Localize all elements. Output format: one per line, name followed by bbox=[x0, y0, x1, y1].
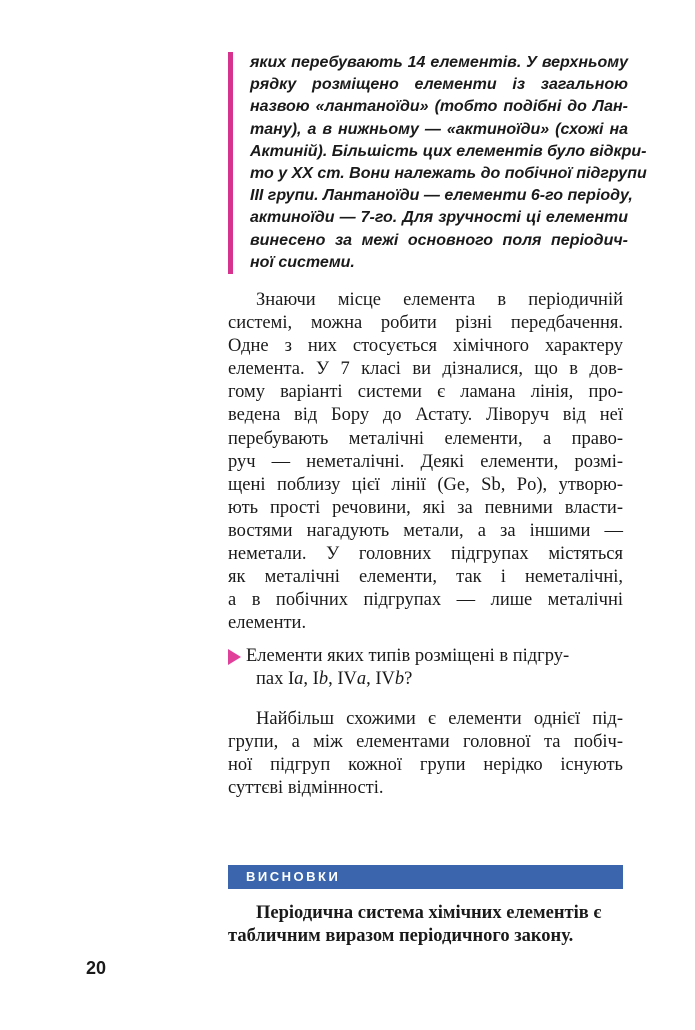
callout-line: Актиній). Більшість цих елементів було відкри- bbox=[250, 142, 647, 160]
paragraph-line: щені поблизу цієї лінії (Ge, Sb, Po), утворю- bbox=[228, 474, 623, 495]
paragraph-line: елементи. bbox=[228, 613, 307, 634]
callout-line: назвою «лантаноїди» (тобто подібні до Лан- bbox=[250, 98, 628, 116]
question-line: Елементи яких типів розміщені в підгру- bbox=[246, 646, 570, 666]
paragraph-line: неметали. У головних підгрупах містяться bbox=[228, 544, 623, 565]
triangle-marker-icon bbox=[228, 649, 241, 665]
paragraph-line: Одне з них стосується хімічного характеру bbox=[228, 336, 623, 357]
paragraph-line: групи, а між елементами головної та побіч- bbox=[228, 732, 623, 753]
question-text: ? bbox=[404, 669, 413, 690]
paragraph-line: гому варіанті системи є ламана лінія, про- bbox=[228, 382, 623, 403]
paragraph-line: елемента. У 7 класі ви дізналися, що в дов- bbox=[228, 359, 623, 380]
callout-line: актиноїди — 7-го. Для зручності ці елементи bbox=[250, 209, 628, 227]
conclusion-line: табличним виразом періодичного закону. bbox=[228, 926, 574, 947]
paragraph-line: як металічні елементи, так і неметалічні, bbox=[228, 567, 623, 588]
callout-line: тану), а в нижньому — «актиноїди» (схожі на bbox=[250, 120, 628, 138]
paragraph-line: системі, можна робити різні передбачення. bbox=[228, 313, 623, 334]
subgroup-letter: b bbox=[318, 669, 329, 690]
paragraph-line: ної підгруп кожної групи нерідко існують bbox=[228, 755, 623, 776]
paragraph-line: суттєві відмінності. bbox=[228, 778, 384, 799]
paragraph-line: а в побічних підгрупах — лише металічні bbox=[228, 590, 623, 611]
callout-note bbox=[228, 52, 647, 274]
question-text: , IV bbox=[328, 669, 357, 690]
callout-line: то у ХХ ст. Вони належать до побічної підгрупи bbox=[250, 165, 647, 183]
paragraph-line: Найбільш схожими є елементи однієї під- bbox=[256, 709, 623, 729]
callout-line: ІІІ групи. Лантаноїди — елементи 6-го періоду, bbox=[250, 187, 633, 205]
conclusions-text bbox=[228, 902, 623, 948]
question-text: , IV bbox=[366, 669, 395, 690]
subgroup-letter: a bbox=[356, 669, 367, 690]
paragraph-metals-nonmetals bbox=[228, 289, 623, 635]
paragraph-line: ведена від Бору до Астату. Ліворуч від неї bbox=[228, 405, 623, 426]
paragraph-line: перебувають металічні елементи, а право- bbox=[228, 428, 623, 449]
callout-line: рядку розміщено елементи із загальною bbox=[250, 76, 628, 94]
question-text: пах I bbox=[256, 669, 295, 690]
conclusions-heading-bar bbox=[228, 865, 623, 889]
subgroup-letter: b bbox=[394, 669, 405, 690]
review-question bbox=[228, 645, 623, 691]
callout-line: винесено за межі основного поля періодич- bbox=[250, 231, 628, 249]
callout-line: яких перебувають 14 елементів. У верхньому bbox=[250, 54, 628, 71]
paragraph-line: руч — неметалічні. Деякі елементи, розмі- bbox=[228, 451, 623, 472]
paragraph-line: Знаючи місце елемента в періодичній bbox=[256, 290, 623, 310]
page-number: 20 bbox=[86, 958, 107, 978]
question-line bbox=[228, 668, 623, 691]
callout-line: ної системи. bbox=[250, 253, 355, 271]
paragraph-subgroup-similarity bbox=[228, 708, 623, 800]
question-text: , I bbox=[303, 669, 319, 690]
conclusions-heading: ВИСНОВКИ bbox=[246, 869, 341, 884]
subgroup-letter: a bbox=[294, 669, 304, 690]
paragraph-line: востями нагадують метали, а за іншими — bbox=[228, 520, 623, 541]
paragraph-line: ють прості речовини, які за певними власти- bbox=[228, 497, 623, 518]
conclusion-line: Періодична система хімічних елементів є bbox=[256, 903, 602, 923]
